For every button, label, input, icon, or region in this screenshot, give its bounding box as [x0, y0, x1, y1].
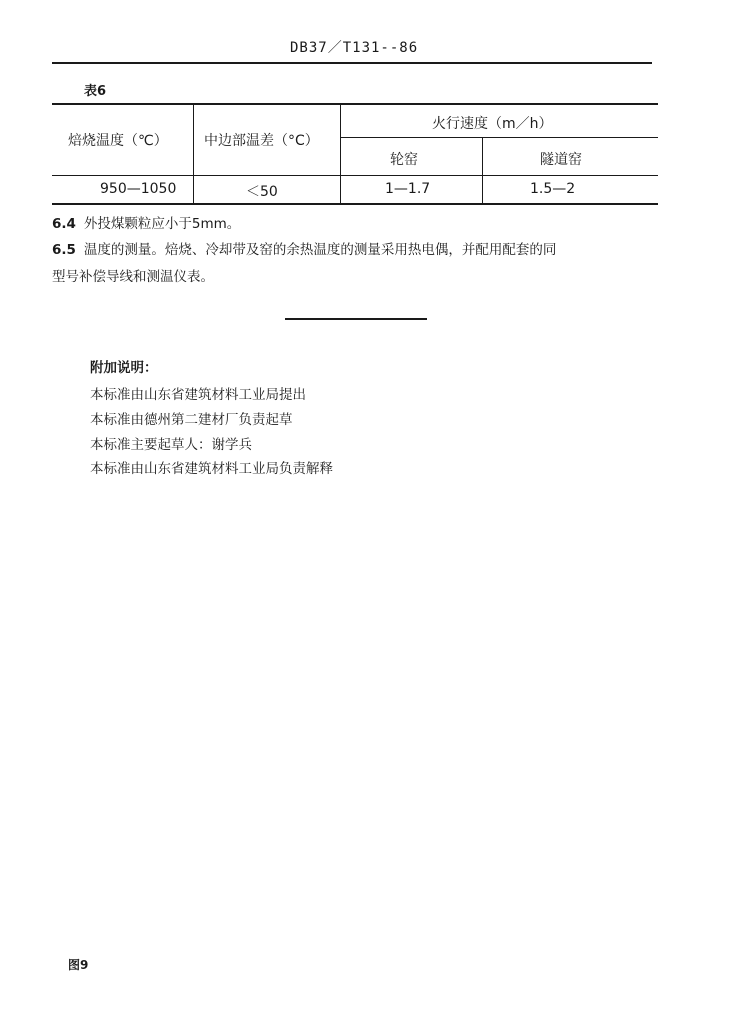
- header-firing-temperature: 焙烧温度（℃）: [68, 133, 168, 149]
- clause-6-4: [52, 212, 240, 232]
- header-rule: [52, 62, 652, 64]
- section-divider: [285, 318, 427, 320]
- table-label: 表6: [84, 84, 107, 99]
- clause-text: 外投煤颗粒应小于5mm。: [83, 216, 241, 232]
- header-ring-kiln: 轮窑: [390, 152, 418, 168]
- table-speed-subrule: [340, 137, 658, 138]
- note-line: 本标准由山东省建筑材料工业局提出: [90, 387, 306, 403]
- header-fire-speed: 火行速度（m／h）: [432, 116, 553, 132]
- clause-6-5-continued: [52, 265, 214, 285]
- cell-tunnel-kiln-speed: 1.5—2: [530, 181, 576, 197]
- note-line: 本标准由德州第二建材厂负责起草: [90, 412, 293, 428]
- document-code: DB37／T131--86: [290, 40, 419, 56]
- clause-number: 6.5: [52, 242, 76, 258]
- note-line: 本标准由山东省建筑材料工业局负责解释: [90, 461, 333, 477]
- page-mark: 图9: [68, 958, 89, 972]
- clause-6-5: [52, 238, 556, 258]
- note-line: 本标准主要起草人：谢学兵: [90, 437, 252, 453]
- table-header-rule: [52, 175, 658, 176]
- table-col-divider-1: [193, 105, 194, 203]
- header-temperature-difference: 中边部温差（°C）: [204, 133, 319, 149]
- cell-firing-temperature: 950—1050: [100, 181, 177, 197]
- table-col-divider-2: [340, 105, 341, 203]
- cell-temperature-difference: ＜50: [246, 184, 278, 200]
- header-tunnel-kiln: 隧道窑: [540, 152, 582, 168]
- table-col-divider-3: [482, 138, 483, 203]
- table-top-rule: [52, 103, 658, 105]
- clause-text: 型号补偿导线和测温仪表。: [52, 269, 214, 285]
- table-bottom-rule: [52, 203, 658, 205]
- cell-ring-kiln-speed: 1—1.7: [385, 181, 431, 197]
- notes-title: 附加说明：: [90, 360, 158, 376]
- clause-text: 温度的测量。焙烧、冷却带及窑的余热温度的测量采用热电偶，并配用配套的同: [83, 242, 557, 258]
- clause-number: 6.4: [52, 216, 76, 232]
